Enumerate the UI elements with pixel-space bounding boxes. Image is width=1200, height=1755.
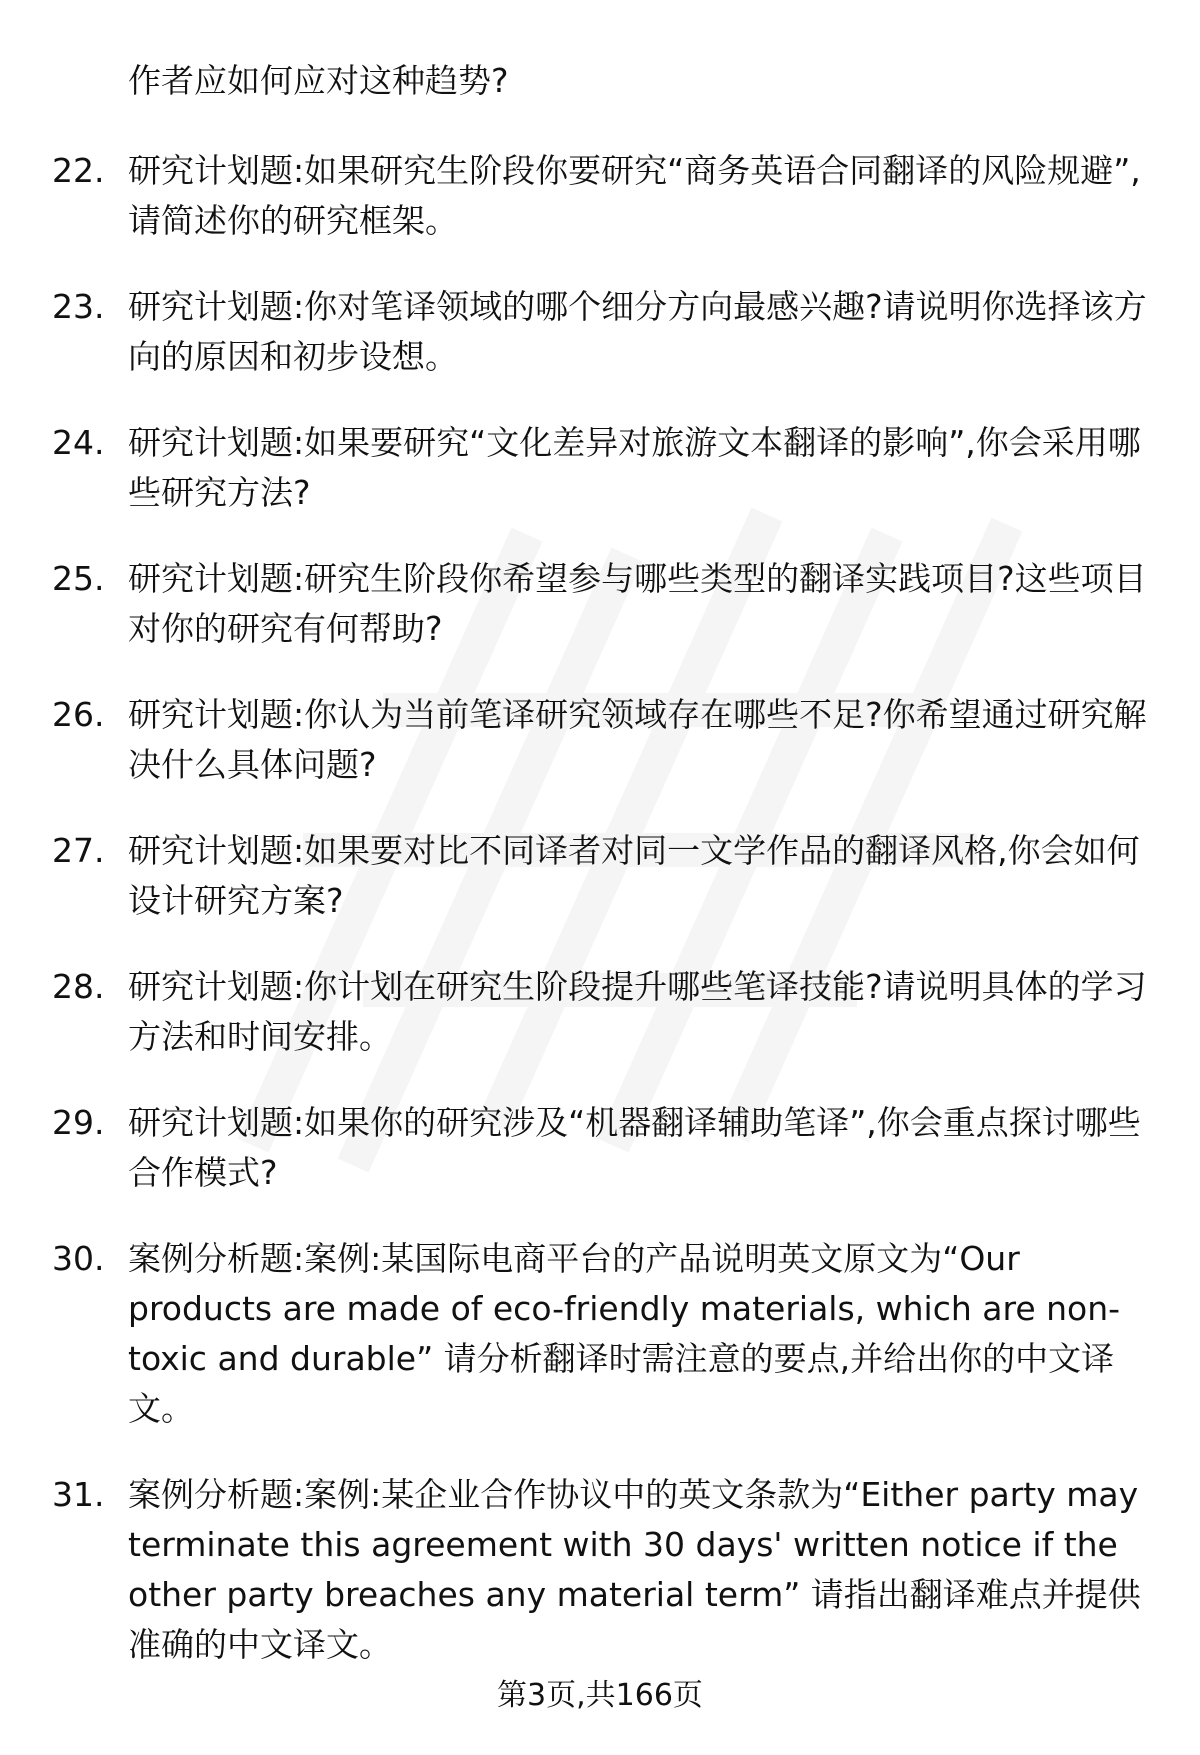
question-text: 研究计划题:你对笔译领域的哪个细分方向最感兴趣?请说明你选择该方向的原因和初步设想。: [128, 287, 1147, 376]
question-text: 研究计划题:研究生阶段你希望参与哪些类型的翻译实践项目?这些项目对你的研究有何帮助?: [128, 559, 1147, 648]
page-footer: 第3页,共166页: [497, 1678, 703, 1713]
question-item: [52, 418, 1162, 518]
question-number: 31.: [52, 1475, 105, 1514]
question-number: 23.: [52, 287, 105, 326]
question-number: 24.: [52, 423, 105, 462]
question-number: 26.: [52, 695, 105, 734]
question-number: 29.: [52, 1103, 105, 1142]
question-number: 22.: [52, 151, 105, 190]
question-item: [52, 1470, 1162, 1670]
question-text: 研究计划题:你认为当前笔译研究领域存在哪些不足?你希望通过研究解决什么具体问题?: [128, 695, 1147, 784]
question-item: [52, 1098, 1162, 1198]
question-number: 25.: [52, 559, 105, 598]
continuation-text: 作者应如何应对这种趋势?: [128, 61, 509, 100]
question-text: 研究计划题:如果要对比不同译者对同一文学作品的翻译风格,你会如何设计研究方案?: [128, 831, 1140, 920]
question-number: 30.: [52, 1239, 105, 1278]
question-item: [52, 554, 1162, 654]
question-text: 研究计划题:如果研究生阶段你要研究“商务英语合同翻译的风险规避”,请简述你的研究框架。: [128, 151, 1141, 240]
question-item: [52, 146, 1162, 246]
question-item: [52, 962, 1162, 1062]
question-text: 研究计划题:如果你的研究涉及“机器翻译辅助笔译”,你会重点探讨哪些合作模式?: [128, 1103, 1141, 1192]
question-text: 案例分析题:案例:某国际电商平台的产品说明英文原文为“Our products are made of eco-friendly materials, which are non-toxic and durable” 请分析翻译时需注意的要点,并给出你的中文译文。: [128, 1239, 1121, 1428]
question-number: 27.: [52, 831, 105, 870]
question-text: 研究计划题:你计划在研究生阶段提升哪些笔译技能?请说明具体的学习方法和时间安排。: [128, 967, 1147, 1056]
question-item: [52, 826, 1162, 926]
question-text: 案例分析题:案例:某企业合作协议中的英文条款为“Either party may terminate this agreement with 30 days' written notice if the other party breaches any material term” 请指出翻译难点并提供准确的中文译文。: [128, 1475, 1141, 1664]
question-item: [52, 690, 1162, 790]
question-list: [52, 56, 1162, 1706]
question-number: 28.: [52, 967, 105, 1006]
question-item: [52, 282, 1162, 382]
question-item: [52, 1234, 1162, 1434]
question-text: 研究计划题:如果要研究“文化差异对旅游文本翻译的影响”,你会采用哪些研究方法?: [128, 423, 1141, 512]
